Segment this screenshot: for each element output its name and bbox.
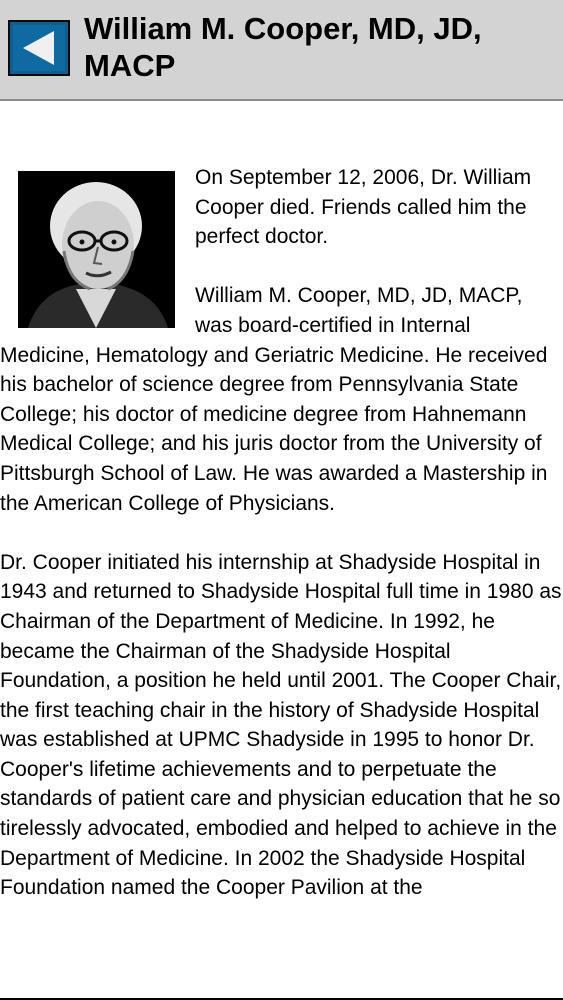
header-bar — [0, 0, 563, 101]
portrait-photo — [18, 171, 175, 328]
portrait-drawing — [18, 171, 175, 328]
back-button[interactable] — [8, 20, 70, 76]
page-title: William M. Cooper, MD, JD, MACP — [84, 11, 482, 83]
article-body — [0, 163, 563, 903]
paragraph-3: Dr. Cooper initiated his internship at Shadyside Hospital in 1943 and returned to Shadyside Hospital full time in 1980 as Chairman of the Department of Medicine. In 1992, he became the Chairman of the Shadyside Hospital Foundation, a position he held until 2001. The Cooper Chair, the first teaching chair in the history of Shadyside Hospital was established at UPMC Shadyside in 1995 to honor Dr. Cooper's lifetime achievements and to perpetuate the standards of patient care and physician education that he so tirelessly advocated, embodied and helped to achieve in the Department of Medicine. In 2002 the Shadyside Hospital Foundation named the Cooper Pavilion at the — [0, 550, 562, 900]
paragraph-1: On September 12, 2006, Dr. William Cooper died. Friends called him the perfect doctor. — [195, 166, 532, 249]
back-arrow-icon — [10, 22, 68, 74]
paragraph-2: William M. Cooper, MD, JD, MACP, was board-certified in Internal Medicine, Hematology and Geriatric Medicine. He received his bachelor of science degree from Pennsylvania State College; his doctor of medicine degree from Hahnemann Medical College; and his juris doctor from the University of Pittsburgh School of Law. He was awarded a Mastership in the American College of Physicians. — [0, 284, 548, 515]
